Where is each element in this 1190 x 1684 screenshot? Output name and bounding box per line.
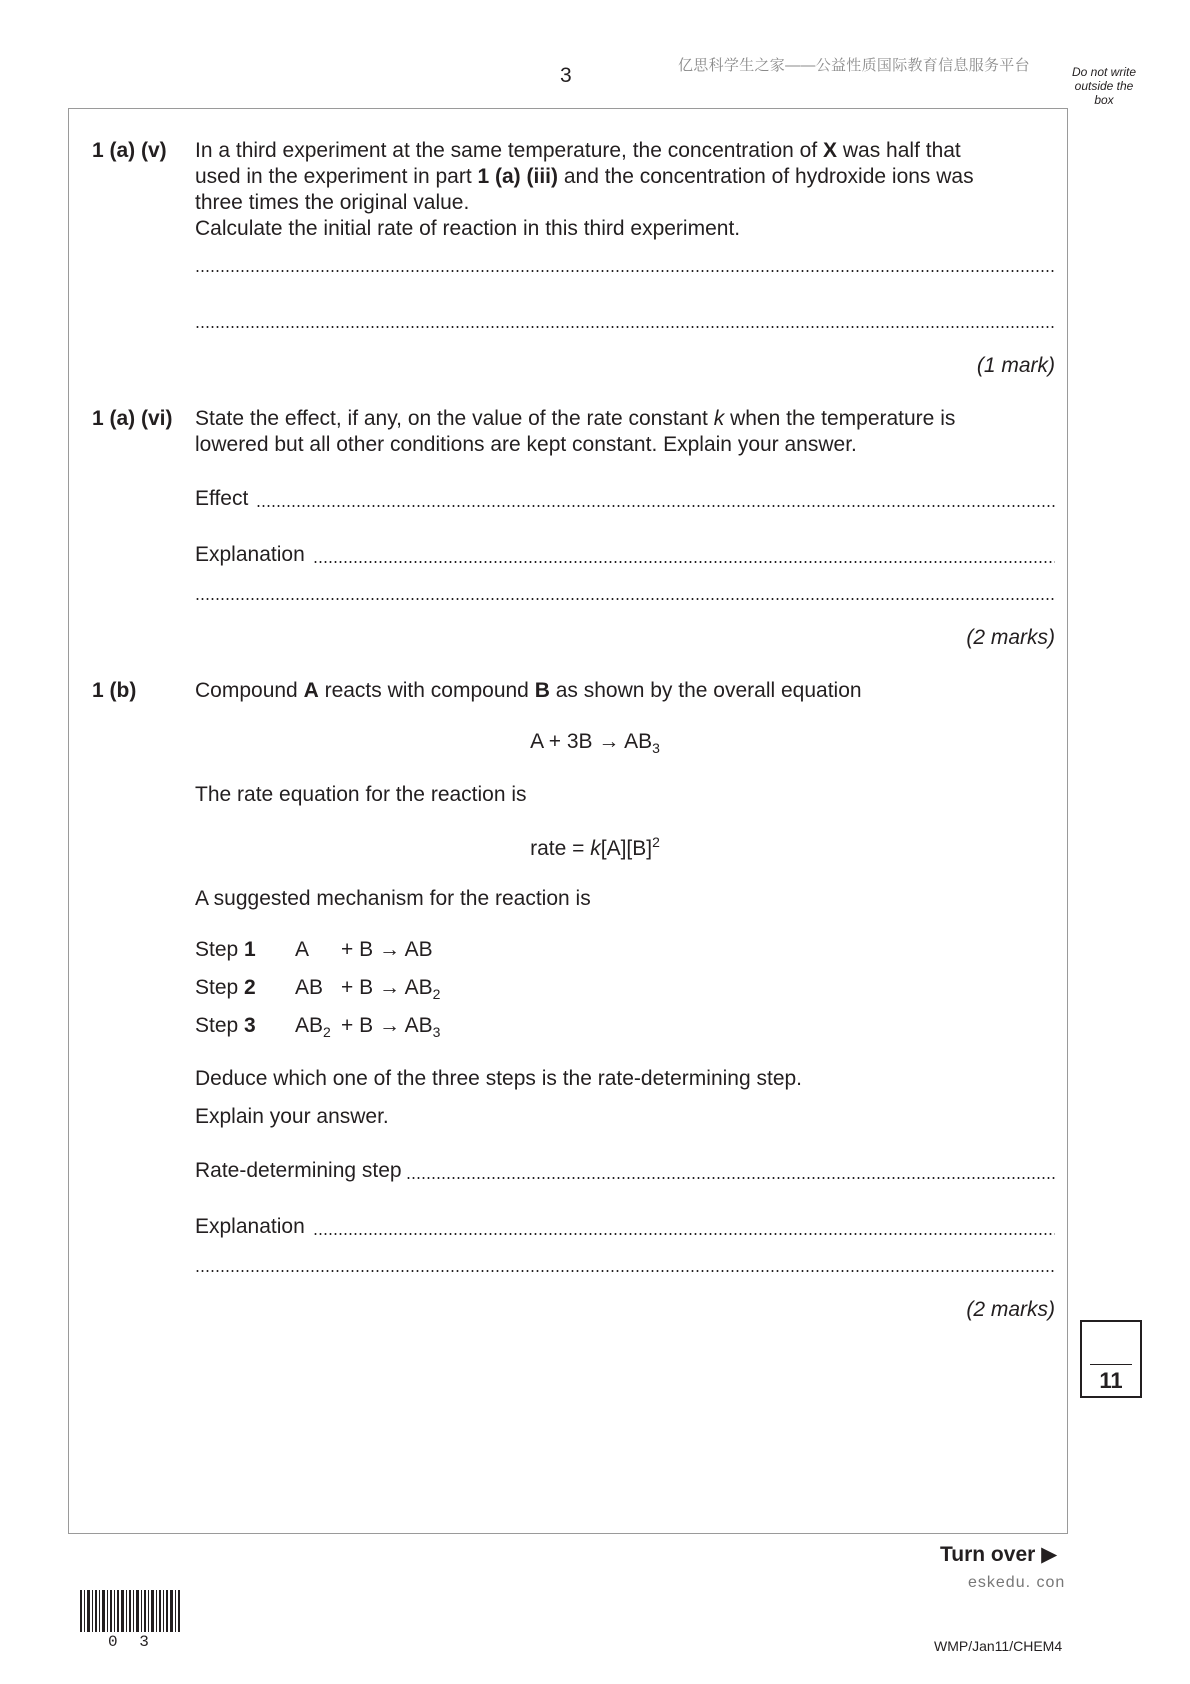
question-text-1avi-line2: lowered but all other conditions are kept constant. Explain your answer. (195, 433, 857, 456)
question-text-1av-line1: In a third experiment at the same temperature, the concentration of X was half that (195, 139, 961, 162)
barcode-icon (80, 1590, 180, 1632)
question-text-1av-line4: Calculate the initial rate of reaction in this third experiment. (195, 217, 741, 240)
answer-line-1avi-extra[interactable] (195, 598, 1055, 605)
answer-line-1b-extra[interactable] (195, 1270, 1055, 1277)
explanation-label: Explanation (195, 1215, 305, 1238)
mechanism-intro: A suggested mechanism for the reaction is (195, 887, 591, 910)
mechanism-step-1: Step 1 A + B → AB (195, 938, 433, 961)
margin-note: Do not write outside the box (1071, 65, 1137, 107)
deduce-instruction: Deduce which one of the three steps is the rate-determining step. (195, 1067, 803, 1090)
question-number-1avi: 1 (a) (vi) (92, 407, 173, 430)
marks-1avi: (2 marks) (966, 626, 1055, 649)
rate-equation-intro: The rate equation for the reaction is (195, 783, 527, 806)
marks-1b: (2 marks) (966, 1298, 1055, 1321)
effect-answer-line[interactable] (195, 486, 1055, 512)
question-number-1av: 1 (a) (v) (92, 139, 167, 162)
paper-reference: WMP/Jan11/CHEM4 (934, 1638, 1063, 1654)
answer-line-1av-2[interactable] (195, 326, 1055, 333)
question-text-1av-line3: three times the original value. (195, 191, 470, 214)
site-watermark: eskedu. con (968, 1574, 1066, 1591)
barcode-number: 0 3 (108, 1633, 155, 1651)
question-text-1av-line2: used in the experiment in part 1 (a) (iii) and the concentration of hydroxide ions was (195, 165, 974, 188)
turn-over-label: Turn over ▶ (940, 1543, 1058, 1566)
explanation-answer-line-1avi[interactable] (195, 542, 1055, 568)
page-number: 3 (560, 64, 572, 87)
rate-determining-step-answer-line[interactable] (195, 1158, 1055, 1184)
page-marks-box (1080, 1320, 1142, 1398)
explain-instruction: Explain your answer. (195, 1105, 389, 1128)
marks-1av: (1 mark) (976, 354, 1055, 377)
question-text-1avi-line1: State the effect, if any, on the value of the rate constant k when the temperature is (195, 407, 956, 430)
mechanism-step-2: Step 2 AB + $B \to AB_2$ (195, 976, 441, 1003)
answer-line-1av-1[interactable] (195, 270, 1055, 277)
explanation-answer-line-1b[interactable] (195, 1214, 1055, 1240)
question-number-1b: 1 (b) (92, 679, 137, 702)
overall-equation: $A + 3B \to AB_3$ (530, 730, 660, 757)
page-marks-total: 11 (1099, 1368, 1123, 1393)
question-text-1b-intro: Compound A reacts with compound B as shown by the overall equation (195, 679, 862, 702)
mechanism-step-3: Step 3 $AB_2 + B \to AB_3$ (195, 1014, 441, 1041)
watermark-text: 亿思科学生之家——公益性质国际教育信息服务平台 (678, 57, 1030, 74)
explanation-label: Explanation (195, 543, 305, 566)
rate-determining-step-label: Rate-determining step (195, 1159, 402, 1182)
effect-label: Effect (195, 487, 249, 510)
rate-equation: rate = $k[A][B]^2$ (530, 834, 660, 860)
